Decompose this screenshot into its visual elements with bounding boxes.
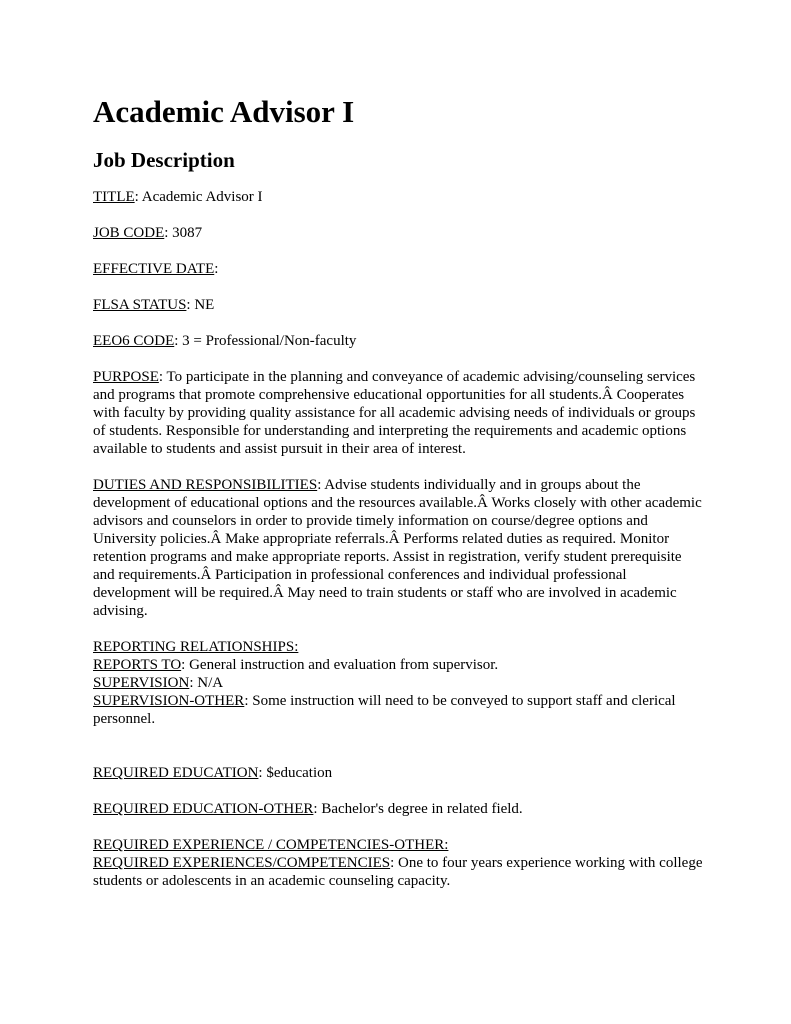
document-title: Academic Advisor I	[93, 94, 355, 129]
field-flsa-status-label: FLSA STATUS	[93, 297, 187, 313]
field-job-code-label: JOB CODE	[93, 225, 165, 241]
reports-to	[93, 656, 703, 674]
document-subtitle: Job Description	[93, 148, 235, 172]
field-job-code	[93, 224, 703, 242]
reporting-heading: REPORTING RELATIONSHIPS:	[93, 639, 299, 655]
field-duties	[93, 476, 703, 620]
supervision-other-label: SUPERVISION-OTHER	[93, 693, 245, 709]
required-education-other-value: : Bachelor's degree in related field.	[313, 801, 523, 817]
field-effective-date	[93, 260, 703, 278]
required-experience	[93, 836, 703, 890]
field-duties-value: : Advise students individually and in groups about the development of educational options and the resources available.Â Works closely with other academic advisors and counselors in order to provide timely information on course/degree options and University policies.Â Make appropriate referrals.Â Performs related duties as required. Monitor retention programs and make appropriate reports. Assist in registration, verify student prerequisite and requirements.Â Participation in professional conferences and individual professional development will be required.Â May need to train students or staff who are involved in academic advising.	[93, 477, 702, 619]
field-purpose-label: PURPOSE	[93, 369, 159, 385]
required-education	[93, 764, 703, 782]
field-title-value: : Academic Advisor I	[134, 189, 263, 205]
field-eeo6-code-value: : 3 = Professional/Non-faculty	[174, 333, 357, 349]
field-title	[93, 188, 703, 206]
required-education-other	[93, 800, 703, 818]
supervision-value: : N/A	[189, 675, 224, 691]
field-flsa-status	[93, 296, 703, 314]
field-job-code-value: : 3087	[164, 225, 203, 241]
field-effective-date-value: :	[214, 261, 219, 277]
reports-to-label: REPORTS TO	[93, 657, 182, 673]
experience-heading: REQUIRED EXPERIENCE / COMPETENCIES-OTHER:	[93, 837, 449, 853]
experience-competencies-value: : One to four years experience working with college students or adolescents in an academic counseling capacity.	[93, 855, 703, 889]
field-purpose	[93, 368, 703, 458]
required-education-other-label: REQUIRED EDUCATION-OTHER	[93, 801, 314, 817]
field-title-label: TITLE	[93, 189, 135, 205]
field-effective-date-label: EFFECTIVE DATE	[93, 261, 215, 277]
field-purpose-value: : To participate in the planning and conveyance of academic advising/counseling services and programs that promote comprehensive educational opportunities for all students.Â Cooperates with faculty by providing quality assistance for all academic advising needs of individuals or groups of students. Responsible for understanding and interpreting the requirements and academic options available to students and assist pursuit in their area of interest.	[93, 369, 696, 457]
supervision-label: SUPERVISION	[93, 675, 190, 691]
supervision-other-value: : Some instruction will need to be conveyed to support staff and clerical personnel.	[93, 693, 676, 727]
field-eeo6-code	[93, 332, 703, 350]
field-flsa-status-value: : NE	[186, 297, 215, 313]
experience-competencies	[93, 854, 703, 890]
reporting-relationships	[93, 638, 703, 728]
required-education-value: : $education	[258, 765, 333, 781]
document-page	[93, 92, 703, 908]
required-education-label: REQUIRED EDUCATION	[93, 765, 259, 781]
supervision-other	[93, 692, 703, 728]
experience-competencies-label: REQUIRED EXPERIENCES/COMPETENCIES	[93, 855, 391, 871]
field-eeo6-code-label: EEO6 CODE	[93, 333, 175, 349]
supervision	[93, 674, 703, 692]
reports-to-value: : General instruction and evaluation from supervisor.	[181, 657, 499, 673]
field-duties-label: DUTIES AND RESPONSIBILITIES	[93, 477, 318, 493]
